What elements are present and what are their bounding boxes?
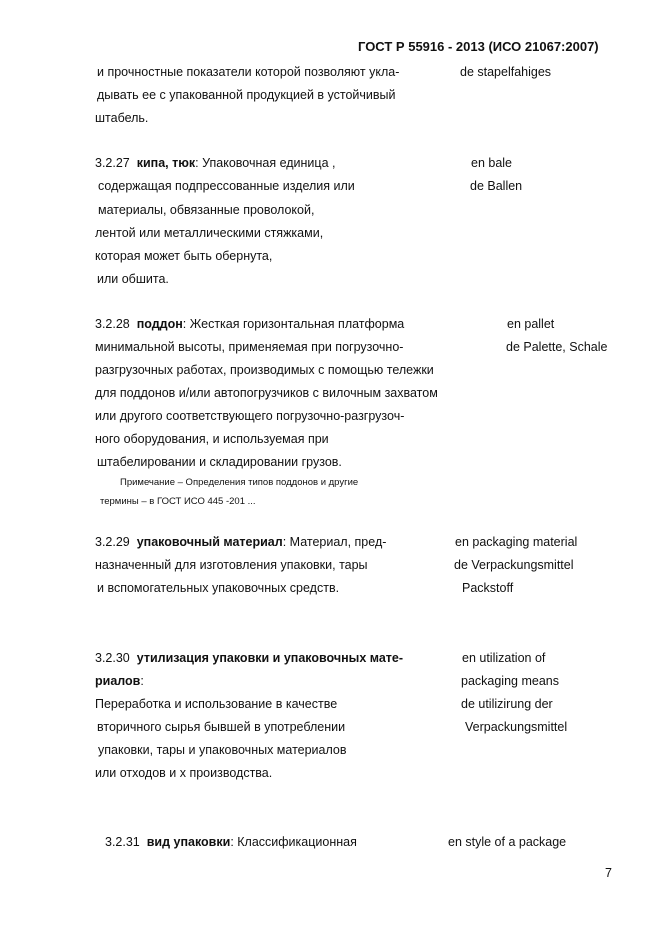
definition-line: вторичного сырья бывшей в употреблении (97, 720, 346, 734)
definition-line: материалы, обвязанные проволокой, (98, 203, 315, 217)
definition-line: назначенный для изготовления упаковки, тары (95, 558, 368, 572)
definition-line: или отходов и х производства. (95, 766, 273, 780)
term-definition: : Жесткая горизонтальная платформа (182, 317, 405, 331)
term-name: поддон (136, 317, 183, 331)
definition-line: минимальной высоты, применяемая при погрузочно- (95, 340, 404, 354)
term-de: de utilizirung der (461, 697, 553, 711)
term-definition: : Материал, пред- (282, 535, 387, 549)
cont-line-2: дывать ее с упакованной продукцией в устойчивый (97, 88, 396, 102)
term-number: 3.2.28 (95, 317, 130, 331)
term-3-2-30-line-2 (95, 675, 144, 688)
term-en: en packaging material (455, 535, 578, 549)
term-name: упаковочный материал (136, 535, 283, 549)
term-de-2: Verpackungsmittel (465, 720, 568, 734)
term-colon: : (140, 674, 144, 688)
page-header: ГОСТ Р 55916 - 2013 (ИСО 21067:2007) (358, 39, 599, 54)
cont-line-3: штабель. (95, 111, 149, 125)
definition-line: упаковки, тары и упаковочных материалов (98, 743, 347, 757)
term-number: 3.2.31 (105, 835, 140, 849)
term-en: en utilization of (462, 651, 546, 665)
note-line-1: Примечание – Определения типов поддонов и другие (120, 477, 359, 488)
term-definition: : Классификационная (230, 835, 357, 849)
definition-line: штабелировании и складировании грузов. (97, 455, 342, 469)
definition-line: ного оборудования, и используемая при (95, 432, 329, 446)
term-en-2: packaging means (461, 674, 559, 688)
definition-line: лентой или металлическими стяжками, (95, 226, 324, 240)
term-3-2-28-line-1 (95, 318, 404, 331)
page-number: 7 (605, 866, 612, 880)
term-de-2: Packstoff (462, 581, 514, 595)
term-number: 3.2.27 (95, 156, 130, 170)
term-en: en pallet (507, 317, 555, 331)
term-en: en style of a package (448, 835, 567, 849)
term-name: кипа, тюк (136, 156, 196, 170)
term-3-2-27-line-1 (95, 157, 335, 170)
cont-line-1: и прочностные показатели которой позволяют укла- (97, 65, 400, 79)
term-de: de Ballen (470, 179, 523, 193)
term-name-cont: риалов (95, 674, 141, 688)
definition-line: содержащая подпрессованные изделия или (98, 179, 355, 193)
term-definition: : Упаковочная единица , (195, 156, 336, 170)
definition-line: или другого соответствующего погрузочно-разгрузоч- (95, 409, 405, 423)
definition-line: разгрузочных работах, производимых с помощью тележки (95, 363, 434, 377)
definition-line: или обшита. (97, 272, 169, 286)
note-line-2: термины – в ГОСТ ИСО 445 -201 ... (100, 496, 256, 507)
term-name: утилизация упаковки и упаковочных мате- (136, 651, 404, 665)
term-3-2-31-line-1 (105, 836, 357, 849)
term-number: 3.2.29 (95, 535, 130, 549)
cont-de: de stapelfahiges (460, 65, 552, 79)
definition-line: для поддонов и/или автопогрузчиков с вилочным захватом (95, 386, 438, 400)
term-en: en bale (471, 156, 513, 170)
definition-line: и вспомогательных упаковочных средств. (97, 581, 340, 595)
definition-line: Переработка и использование в качестве (95, 697, 338, 711)
term-de: de Verpackungsmittel (454, 558, 574, 572)
term-3-2-29-line-1 (95, 536, 386, 549)
definition-line: которая может быть обернута, (95, 249, 273, 263)
term-number: 3.2.30 (95, 651, 130, 665)
term-3-2-30-line-1 (95, 652, 403, 665)
term-de: de Palette, Schale (506, 340, 608, 354)
term-name: вид упаковки (146, 835, 231, 849)
